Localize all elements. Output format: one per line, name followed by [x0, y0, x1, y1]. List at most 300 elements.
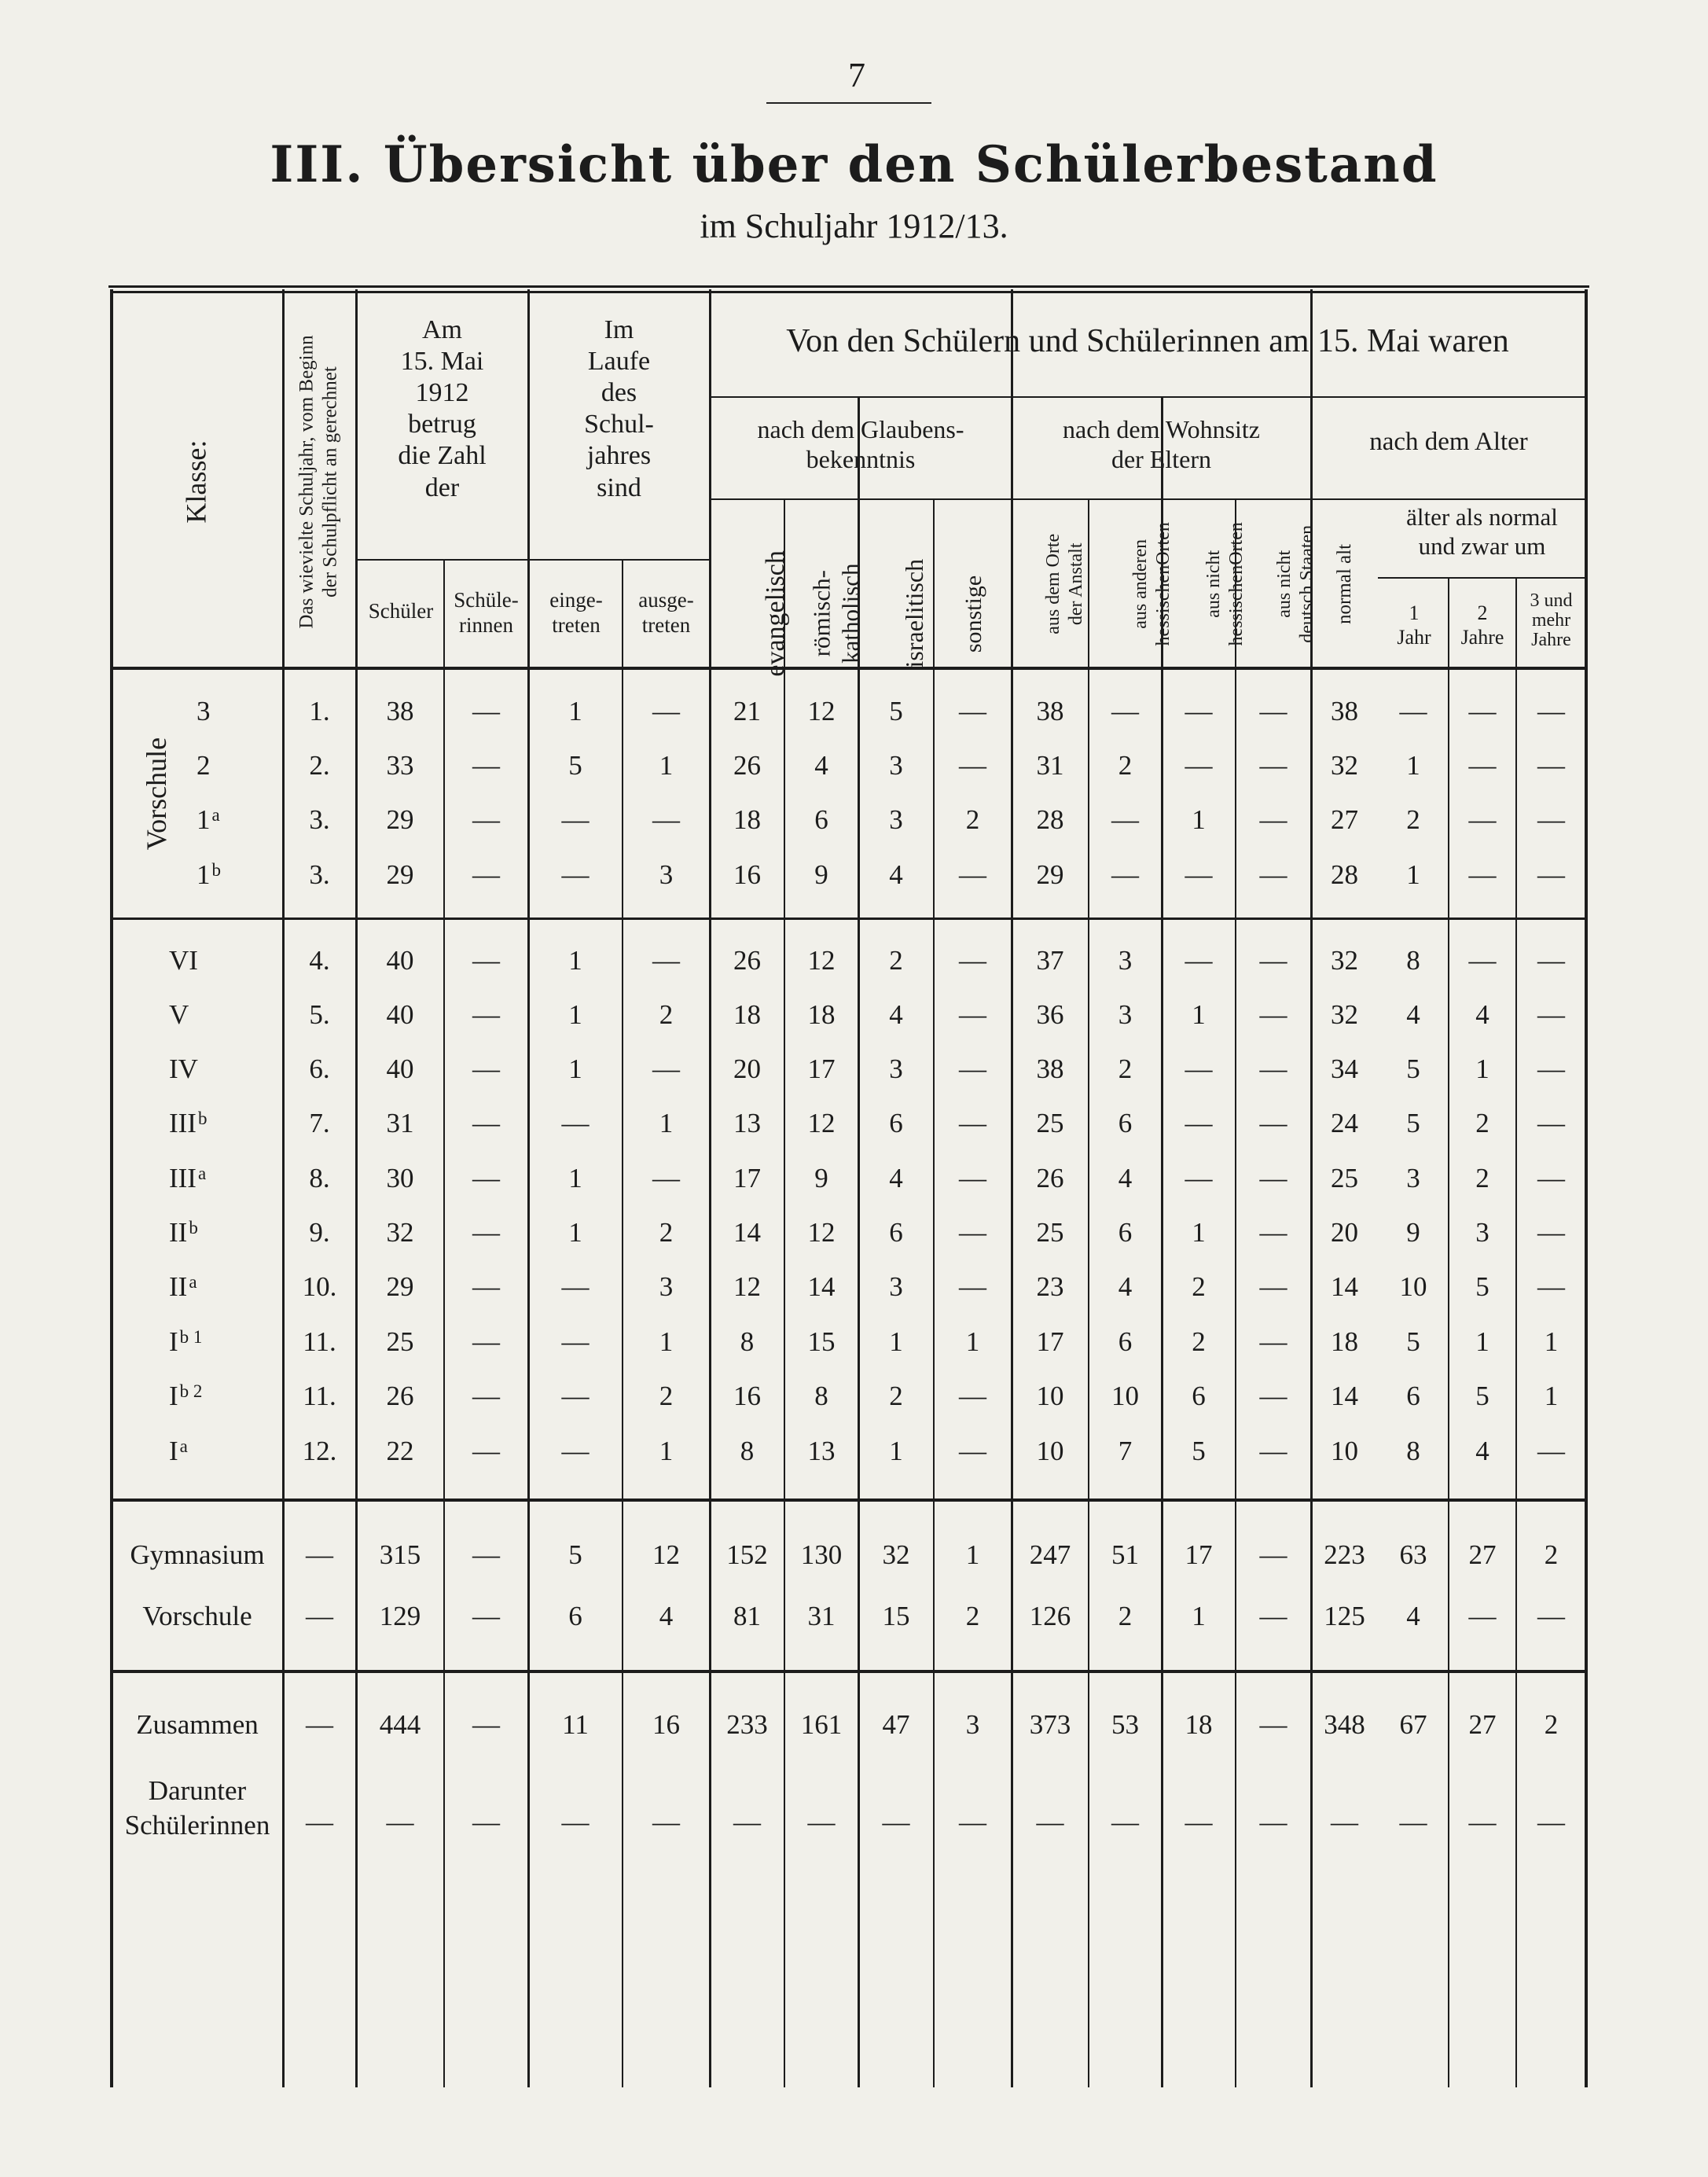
- vorschule-row-cell: 38: [1331, 696, 1358, 726]
- darunter-row-cell: —: [1185, 1807, 1213, 1837]
- darunter-row-schuljahr: —: [306, 1807, 333, 1837]
- class-row-cell: 1: [1544, 1381, 1559, 1411]
- vorschule-group-label: Vorschule: [141, 737, 173, 851]
- total-row-cell: 67: [1399, 1709, 1427, 1740]
- class-row-cell: 2: [1118, 1054, 1133, 1084]
- aelter-header: älter als normal und zwar um: [1406, 503, 1558, 560]
- class-row-schuljahr: 7.: [309, 1108, 330, 1138]
- class-row-schuljahr: 9.: [309, 1217, 330, 1248]
- class-row-cell: 1: [1475, 1326, 1489, 1357]
- evangelisch-header: evangelisch: [760, 550, 790, 677]
- class-row-cell: —: [472, 1381, 500, 1411]
- class-row-cell: —: [1259, 1054, 1287, 1084]
- vorschule-row-cell: 33: [386, 750, 414, 781]
- table-rule: [710, 396, 1586, 398]
- vorschule-row-cell: —: [561, 859, 590, 890]
- class-row-cell: 40: [386, 1054, 414, 1084]
- class-row-cell: 2: [659, 1217, 674, 1248]
- klasse-label: III$^b$: [169, 1108, 208, 1138]
- class-row-cell: —: [1185, 1108, 1213, 1138]
- class-row-cell: —: [1259, 945, 1287, 976]
- klasse-label: VI: [169, 945, 198, 976]
- class-row-cell: —: [561, 1381, 590, 1411]
- vorschule-row-cell: —: [1111, 696, 1139, 726]
- israelitisch-header: israelitisch: [900, 559, 929, 668]
- vorschule-row-cell: 9: [814, 859, 828, 890]
- class-row-cell: 5: [1406, 1108, 1420, 1138]
- class-row-cell: —: [472, 1326, 500, 1357]
- vorschule-row-cell: —: [1111, 859, 1139, 890]
- class-row-cell: 1: [568, 1054, 582, 1084]
- darunter-row-cell: —: [807, 1807, 836, 1837]
- darunter-label: Darunter: [148, 1775, 247, 1806]
- class-row-schuljahr: 11.: [303, 1326, 336, 1357]
- class-row-cell: 4: [1406, 999, 1420, 1030]
- class-row-cell: —: [561, 1436, 590, 1466]
- class-row-cell: 32: [1331, 999, 1358, 1030]
- class-row-cell: 20: [1331, 1217, 1358, 1248]
- class-row-cell: 1: [659, 1108, 674, 1138]
- class-row-cell: 10: [1111, 1381, 1139, 1411]
- class-row-cell: —: [1259, 1381, 1287, 1411]
- class-row-cell: 12: [807, 945, 836, 976]
- im-laufe-header: Im Laufe des Schul- jahres sind: [584, 315, 654, 502]
- class-row-cell: 32: [1331, 945, 1358, 976]
- summary-row-cell: 2: [1544, 1539, 1559, 1570]
- class-row-cell: —: [1259, 1217, 1287, 1248]
- vorschule-row-cell: —: [472, 859, 500, 890]
- class-row-cell: —: [1259, 1436, 1287, 1466]
- total-row-cell: 348: [1324, 1709, 1365, 1740]
- summary-row-cell: 2: [965, 1601, 980, 1631]
- vorschule-row-cell: 2: [1118, 750, 1133, 781]
- class-row-cell: —: [959, 945, 986, 976]
- class-row-cell: 4: [1475, 1436, 1489, 1466]
- klasse-label: III$^a$: [169, 1163, 207, 1193]
- class-row-cell: —: [1259, 999, 1287, 1030]
- vorschule-row-cell: 32: [1331, 750, 1358, 781]
- vorschule-row-cell: 12: [807, 696, 836, 726]
- class-row-cell: 25: [1036, 1217, 1064, 1248]
- summary-label: Vorschule: [142, 1601, 252, 1631]
- class-row-cell: 17: [733, 1163, 761, 1193]
- vorschule-row-cell: 26: [733, 750, 761, 781]
- class-row-cell: 40: [386, 945, 414, 976]
- vorschule-row-cell: 31: [1036, 750, 1064, 781]
- class-row-cell: 26: [733, 945, 761, 976]
- summary-row-cell: 12: [652, 1539, 680, 1570]
- class-row-cell: —: [652, 945, 680, 976]
- vorschule-row-cell: —: [472, 750, 500, 781]
- class-row-cell: 25: [386, 1326, 414, 1357]
- darunter-row-cell: —: [386, 1807, 414, 1837]
- class-row-cell: 2: [659, 999, 674, 1030]
- class-row-cell: —: [652, 1163, 680, 1193]
- class-row-cell: 26: [1036, 1163, 1064, 1193]
- vorschule-row-cell: —: [1185, 696, 1213, 726]
- class-row-cell: 34: [1331, 1054, 1358, 1084]
- summary-row-cell: 4: [1406, 1601, 1420, 1631]
- jahre3-header: 3 und mehr Jahre: [1530, 590, 1573, 651]
- class-row-cell: 4: [1118, 1271, 1133, 1302]
- table-rule: [112, 918, 1586, 920]
- class-row-cell: —: [1259, 1326, 1287, 1357]
- class-row-cell: 6: [1406, 1381, 1420, 1411]
- class-row-schuljahr: 5.: [309, 999, 330, 1030]
- class-row-cell: —: [959, 999, 986, 1030]
- alter-header: nach dem Alter: [1369, 428, 1528, 456]
- page-subtitle: im Schuljahr 1912/13.: [700, 207, 1008, 245]
- total-label: Zusammen: [136, 1709, 259, 1740]
- summary-row-cell: 17: [1185, 1539, 1213, 1570]
- summary-row-cell: 4: [659, 1601, 674, 1631]
- darunter-row-cell: —: [1399, 1807, 1427, 1837]
- sonstige-header: sonstige: [961, 575, 987, 653]
- class-row-cell: 3: [659, 1271, 674, 1302]
- class-row-cell: —: [561, 1108, 590, 1138]
- klasse-label: $II^a$: [169, 1271, 197, 1302]
- summary-row-cell: 247: [1029, 1539, 1071, 1570]
- summary-label: Gymnasium: [130, 1539, 265, 1570]
- class-row-cell: 8: [814, 1381, 828, 1411]
- class-row-cell: 14: [1331, 1381, 1358, 1411]
- class-row-cell: 15: [807, 1326, 836, 1357]
- class-row-cell: 2: [889, 1381, 903, 1411]
- class-row-cell: 1: [889, 1436, 903, 1466]
- class-row-cell: 4: [1475, 999, 1489, 1030]
- class-row-cell: 26: [386, 1381, 414, 1411]
- vorschule-row-cell: —: [1259, 750, 1287, 781]
- vorschule-row-cell: —: [561, 804, 590, 835]
- class-row-cell: —: [472, 945, 500, 976]
- class-row-cell: —: [959, 1163, 986, 1193]
- darunter-row-cell: —: [1537, 1807, 1565, 1837]
- class-row-cell: 3: [1475, 1217, 1489, 1248]
- class-row-cell: 13: [807, 1436, 836, 1466]
- vorschule-row-cell: —: [652, 696, 680, 726]
- table-rule: [112, 667, 1586, 670]
- darunter-row-cell: —: [652, 1807, 680, 1837]
- class-row-cell: 2: [1475, 1108, 1489, 1138]
- darunter-label: Schülerinnen: [124, 1810, 270, 1841]
- table-column-rule: [443, 560, 445, 2087]
- total-row-cell: 373: [1029, 1709, 1071, 1740]
- total-row-cell: 47: [882, 1709, 910, 1740]
- class-row-cell: 20: [733, 1054, 761, 1084]
- class-row-cell: —: [561, 1326, 590, 1357]
- class-row-cell: —: [959, 1436, 986, 1466]
- vorschule-row-cell: 2: [1406, 804, 1420, 835]
- class-row-cell: 18: [733, 999, 761, 1030]
- roemisch-header: römisch- katholisch: [807, 563, 865, 664]
- vorschule-row-cell: 1: [568, 696, 582, 726]
- class-row-cell: 9: [1406, 1217, 1420, 1248]
- class-row-cell: —: [1259, 1163, 1287, 1193]
- total-row-cell: —: [1259, 1709, 1287, 1740]
- schuljahr-header: Das wievielte Schuljahr, vom Beginn der Schulpflicht an gerechnet: [296, 334, 342, 629]
- class-row-cell: —: [1537, 1108, 1565, 1138]
- vorschule-row-cell: 5: [889, 696, 903, 726]
- wohnsitz-header: nach dem Wohnsitz der Eltern: [1063, 415, 1260, 473]
- class-row-cell: 14: [807, 1271, 836, 1302]
- class-row-cell: 18: [1331, 1326, 1358, 1357]
- vorschule-row-cell: 21: [733, 696, 761, 726]
- class-row-cell: —: [472, 999, 500, 1030]
- class-row-cell: 17: [807, 1054, 836, 1084]
- nicht-deutsch-header: aus nicht deutsch.Staaten: [1274, 524, 1317, 643]
- class-row-cell: 5: [1475, 1381, 1489, 1411]
- class-row-cell: 4: [889, 999, 903, 1030]
- vorschule-row-cell: 2: [965, 804, 980, 835]
- orte-anstalt-header: aus dem Orte der Anstalt: [1043, 533, 1086, 634]
- table-rule: [108, 285, 1589, 288]
- page-number-rule: [766, 102, 931, 104]
- vorschule-row-cell: —: [1111, 804, 1139, 835]
- class-row-cell: 6: [889, 1217, 903, 1248]
- summary-row-cell: 5: [568, 1539, 582, 1570]
- darunter-row-cell: —: [959, 1807, 986, 1837]
- darunter-row-cell: —: [561, 1807, 590, 1837]
- summary-row-cell: 1: [965, 1539, 980, 1570]
- class-row-cell: 3: [889, 1054, 903, 1084]
- vorschule-row-cell: 3: [659, 859, 674, 890]
- class-row-cell: 5: [1192, 1436, 1206, 1466]
- total-row-cell: 53: [1111, 1709, 1139, 1740]
- vorschule-row-cell: 16: [733, 859, 761, 890]
- total-row-cell: 2: [1544, 1709, 1559, 1740]
- class-row-cell: —: [959, 1271, 986, 1302]
- class-row-cell: 14: [1331, 1271, 1358, 1302]
- vorschule-row-cell: —: [472, 696, 500, 726]
- summary-row-cell: 2: [1118, 1601, 1133, 1631]
- class-row-schuljahr: 6.: [309, 1054, 330, 1084]
- darunter-row-cell: —: [1111, 1807, 1139, 1837]
- darunter-row-cell: —: [1036, 1807, 1064, 1837]
- class-row-cell: 1: [889, 1326, 903, 1357]
- vorschule-row-cell: —: [959, 859, 986, 890]
- class-row-cell: —: [472, 1217, 500, 1248]
- klasse-label: 2: [197, 750, 211, 781]
- summary-row-cell: —: [472, 1539, 500, 1570]
- vorschule-row-cell: 3: [889, 750, 903, 781]
- vorschule-row-cell: 5: [568, 750, 582, 781]
- table-rule: [710, 498, 1012, 500]
- summary-row-cell: 32: [882, 1539, 910, 1570]
- class-row-cell: —: [1185, 1054, 1213, 1084]
- class-row-cell: —: [1537, 1217, 1565, 1248]
- class-row-cell: 6: [1118, 1108, 1133, 1138]
- total-row-cell: 3: [965, 1709, 980, 1740]
- class-row-cell: 4: [1118, 1163, 1133, 1193]
- total-row-cell: 161: [800, 1709, 843, 1740]
- vorschule-row-cell: —: [1537, 804, 1565, 835]
- summary-row-schuljahr: —: [306, 1539, 333, 1570]
- summary-row-cell: 63: [1399, 1539, 1427, 1570]
- ausgetreten-header: ausge- treten: [638, 588, 694, 637]
- total-row-cell: 444: [379, 1709, 421, 1740]
- table-rule: [528, 559, 710, 561]
- class-row-cell: —: [1185, 1163, 1213, 1193]
- total-row-cell: 16: [652, 1709, 680, 1740]
- vorschule-row-schuljahr: 3.: [309, 804, 330, 835]
- class-row-cell: 3: [1118, 945, 1133, 976]
- summary-row-cell: —: [472, 1601, 500, 1631]
- summary-row-cell: 129: [379, 1601, 421, 1631]
- class-row-cell: 29: [386, 1271, 414, 1302]
- class-row-cell: 2: [889, 945, 903, 976]
- class-row-cell: 1: [659, 1326, 674, 1357]
- class-row-cell: 18: [807, 999, 836, 1030]
- vorschule-row-cell: 3: [889, 804, 903, 835]
- summary-row-cell: 15: [882, 1601, 910, 1631]
- vorschule-row-cell: —: [1259, 859, 1287, 890]
- total-row-cell: 11: [562, 1709, 589, 1740]
- vorschule-row-cell: 29: [1036, 859, 1064, 890]
- class-row-cell: 6: [1118, 1217, 1133, 1248]
- vorschule-row-cell: 1: [1406, 859, 1420, 890]
- class-row-cell: 1: [1192, 999, 1206, 1030]
- class-row-cell: —: [472, 1163, 500, 1193]
- table-rule: [1012, 498, 1311, 500]
- class-row-cell: 40: [386, 999, 414, 1030]
- class-row-cell: 1: [1544, 1326, 1559, 1357]
- vorschule-row-cell: —: [1468, 859, 1497, 890]
- vorschule-row-cell: 18: [733, 804, 761, 835]
- vorschule-row-cell: —: [1259, 696, 1287, 726]
- class-row-cell: 2: [1192, 1271, 1206, 1302]
- summary-row-cell: 6: [568, 1601, 582, 1631]
- class-row-cell: 23: [1036, 1271, 1064, 1302]
- vorschule-row-cell: 28: [1036, 804, 1064, 835]
- class-row-cell: 6: [889, 1108, 903, 1138]
- class-row-cell: —: [1537, 945, 1565, 976]
- table-rule: [356, 559, 528, 561]
- klasse-label: $I^a$: [169, 1436, 188, 1466]
- class-row-cell: —: [561, 1271, 590, 1302]
- class-row-schuljahr: 10.: [302, 1271, 337, 1302]
- darunter-row-cell: —: [882, 1807, 910, 1837]
- summary-row-cell: 126: [1029, 1601, 1071, 1631]
- darunter-row-cell: —: [733, 1807, 761, 1837]
- vorschule-row-cell: 1: [659, 750, 674, 781]
- class-row-cell: —: [1468, 945, 1497, 976]
- page-title: III. Übersicht über den Schülerbestand: [270, 135, 1438, 194]
- vorschule-row-cell: —: [1468, 750, 1497, 781]
- class-row-cell: 1: [568, 945, 582, 976]
- class-row-cell: 38: [1036, 1054, 1064, 1084]
- class-row-cell: 12: [807, 1217, 836, 1248]
- darunter-row-cell: —: [1331, 1807, 1358, 1837]
- total-row-cell: —: [472, 1709, 500, 1740]
- class-row-cell: 1: [965, 1326, 980, 1357]
- table-rule: [1378, 577, 1586, 579]
- table-column-rule: [622, 560, 623, 2087]
- anderen-hess-header: aus anderen hessischenOrten: [1129, 521, 1174, 646]
- page-number: 7: [848, 56, 865, 94]
- class-row-cell: 12: [733, 1271, 761, 1302]
- vorschule-row-cell: 27: [1331, 804, 1358, 835]
- class-row-cell: 16: [733, 1381, 761, 1411]
- class-row-cell: —: [1259, 1271, 1287, 1302]
- class-row-cell: 32: [386, 1217, 414, 1248]
- vorschule-row-schuljahr: 3.: [309, 859, 330, 890]
- class-row-cell: 14: [733, 1217, 761, 1248]
- summary-row-cell: 27: [1468, 1539, 1497, 1570]
- darunter-row-cell: —: [1259, 1807, 1287, 1837]
- class-row-cell: 2: [659, 1381, 674, 1411]
- vorschule-row-cell: 38: [1036, 696, 1064, 726]
- table-rule: [112, 1499, 1586, 1502]
- darunter-row-cell: —: [1468, 1807, 1497, 1837]
- vorschule-row-cell: —: [1399, 696, 1427, 726]
- klasse-label: 3: [197, 696, 211, 726]
- eingetreten-header: einge- treten: [549, 588, 603, 637]
- class-row-cell: —: [959, 1054, 986, 1084]
- vorschule-row-cell: —: [1537, 750, 1565, 781]
- nicht-hess-header: aus nicht hessischenOrten: [1203, 521, 1247, 646]
- class-row-cell: 1: [659, 1436, 674, 1466]
- glauben-header: nach dem Glaubens- bekenntnis: [757, 415, 964, 473]
- class-row-cell: 5: [1406, 1326, 1420, 1357]
- vorschule-row-cell: 29: [386, 804, 414, 835]
- class-row-cell: 8: [1406, 945, 1420, 976]
- summary-row-cell: —: [1537, 1601, 1565, 1631]
- class-row-cell: —: [1537, 1436, 1565, 1466]
- summary-row-cell: 223: [1324, 1539, 1365, 1570]
- class-row-cell: 8: [1406, 1436, 1420, 1466]
- class-row-cell: 7: [1118, 1436, 1133, 1466]
- klasse-label: $II^b$: [169, 1217, 198, 1248]
- summary-row-cell: —: [1468, 1601, 1497, 1631]
- total-row-cell: 27: [1468, 1709, 1497, 1740]
- class-row-cell: 1: [1475, 1054, 1489, 1084]
- class-row-cell: 31: [386, 1108, 414, 1138]
- class-row-cell: 5: [1406, 1054, 1420, 1084]
- vorschule-row-cell: 28: [1331, 859, 1358, 890]
- vorschule-row-cell: 4: [889, 859, 903, 890]
- summary-row-cell: 51: [1111, 1539, 1139, 1570]
- vorschule-row-cell: —: [472, 804, 500, 835]
- vorschule-row-cell: —: [1468, 696, 1497, 726]
- class-row-cell: —: [472, 1108, 500, 1138]
- class-row-cell: —: [1537, 1054, 1565, 1084]
- vorschule-row-cell: 1: [1192, 804, 1206, 835]
- vorschule-row-cell: —: [1259, 804, 1287, 835]
- vorschule-row-schuljahr: 2.: [309, 750, 330, 781]
- klasse-label: IV: [169, 1054, 198, 1084]
- class-row-cell: 5: [1475, 1271, 1489, 1302]
- class-row-cell: 10: [1331, 1436, 1358, 1466]
- schueler-header: Schüler: [368, 599, 434, 623]
- class-row-cell: 12: [807, 1108, 836, 1138]
- class-row-cell: —: [472, 1054, 500, 1084]
- vorschule-row-cell: 1: [1406, 750, 1420, 781]
- jahr1-header: 1 Jahr: [1397, 601, 1431, 649]
- class-row-cell: 3: [1406, 1163, 1420, 1193]
- class-row-cell: 3: [1118, 999, 1133, 1030]
- class-row-cell: —: [652, 1054, 680, 1084]
- total-row-schuljahr: —: [306, 1709, 333, 1740]
- klasse-header: Klasse:: [180, 439, 212, 524]
- class-row-cell: 6: [1118, 1326, 1133, 1357]
- summary-row-cell: 1: [1192, 1601, 1206, 1631]
- class-row-cell: 1: [1192, 1217, 1206, 1248]
- summary-row-cell: 81: [733, 1601, 761, 1631]
- vorschule-row-cell: 6: [814, 804, 828, 835]
- summary-row-cell: —: [1259, 1601, 1287, 1631]
- class-row-cell: 1: [568, 999, 582, 1030]
- class-row-cell: 25: [1331, 1163, 1358, 1193]
